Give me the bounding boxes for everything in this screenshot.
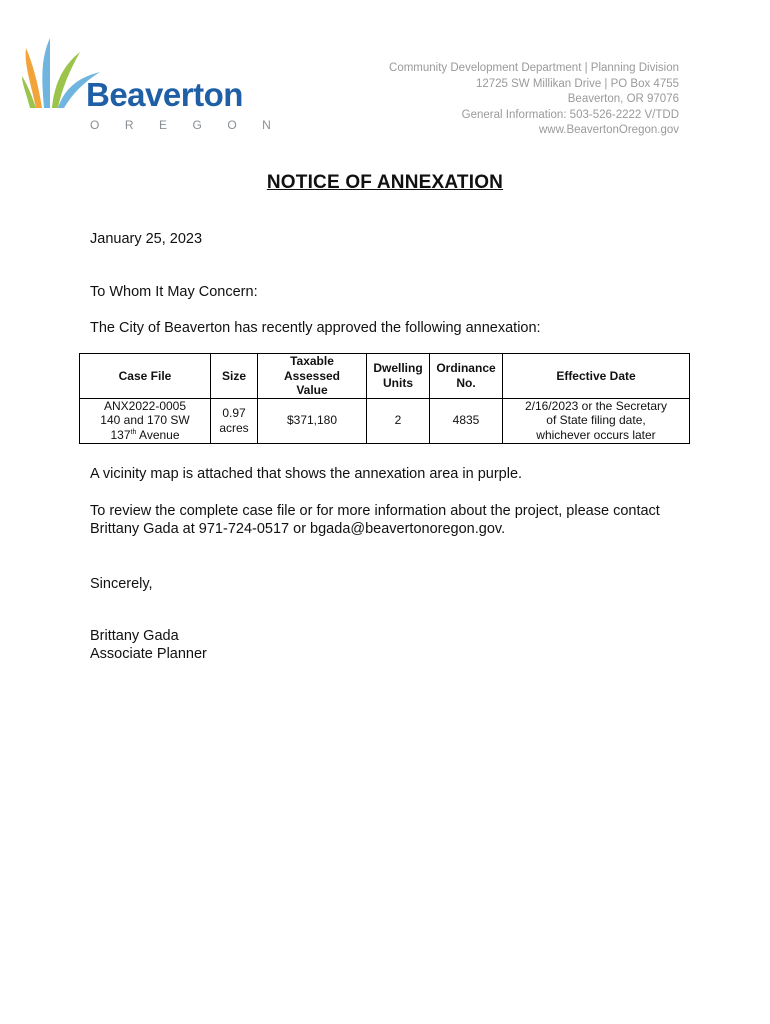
contact-paragraph-line1: To review the complete case file or for more information about the project, please contact	[90, 503, 660, 519]
department-line: Community Development Department | Planning Division	[389, 62, 679, 74]
cell-ordinance-no: 4835	[430, 398, 503, 443]
salutation: To Whom It May Concern:	[90, 284, 258, 300]
vicinity-paragraph: A vicinity map is attached that shows the annexation area in purple.	[90, 466, 523, 482]
letter-date: January 25, 2023	[90, 231, 203, 247]
signer-title: Associate Planner	[90, 646, 207, 662]
contact-paragraph-line2: Brittany Gada at 971-724-0517 or bgada@beavertonoregon.gov.	[90, 521, 506, 537]
header-effective-date: Effective Date	[503, 354, 690, 399]
signer-name: Brittany Gada	[90, 628, 179, 644]
header-size: Size	[211, 354, 258, 399]
header-contact-block	[389, 61, 679, 139]
cell-assessed-value: $371,180	[258, 398, 367, 443]
beaverton-logo	[22, 30, 297, 135]
website-line: www.BeavertonOregon.gov	[539, 124, 679, 136]
logo-state: OREGON	[90, 118, 297, 132]
header-dwelling-units: Dwelling Units	[367, 354, 430, 399]
cell-dwelling-units: 2	[367, 398, 430, 443]
city-line: Beaverton, OR 97076	[567, 93, 679, 105]
cell-effective-date: 2/16/2023 or the Secretary of State filing date, whichever occurs later	[503, 398, 690, 443]
cell-case-file: ANX2022-0005 140 and 170 SW 137th Avenue	[80, 398, 211, 443]
header-assessed-value: Taxable Assessed Value	[258, 354, 367, 399]
logo-wordmark: Beaverton	[86, 76, 243, 113]
address-line: 12725 SW Millikan Drive | PO Box 4755	[475, 77, 679, 90]
table-header-row	[80, 354, 690, 399]
header-ordinance-no: Ordinance No.	[430, 354, 503, 399]
header-case-file: Case File	[80, 354, 211, 399]
table-row	[80, 398, 690, 443]
annexation-table	[79, 353, 690, 444]
closing: Sincerely,	[90, 576, 153, 592]
intro-paragraph: The City of Beaverton has recently approved the following annexation:	[90, 320, 541, 336]
page-title: NOTICE OF ANNEXATION	[266, 172, 504, 193]
phone-line: General Information: 503-526-2222 V/TDD	[461, 108, 679, 121]
cell-size: 0.97 acres	[211, 398, 258, 443]
